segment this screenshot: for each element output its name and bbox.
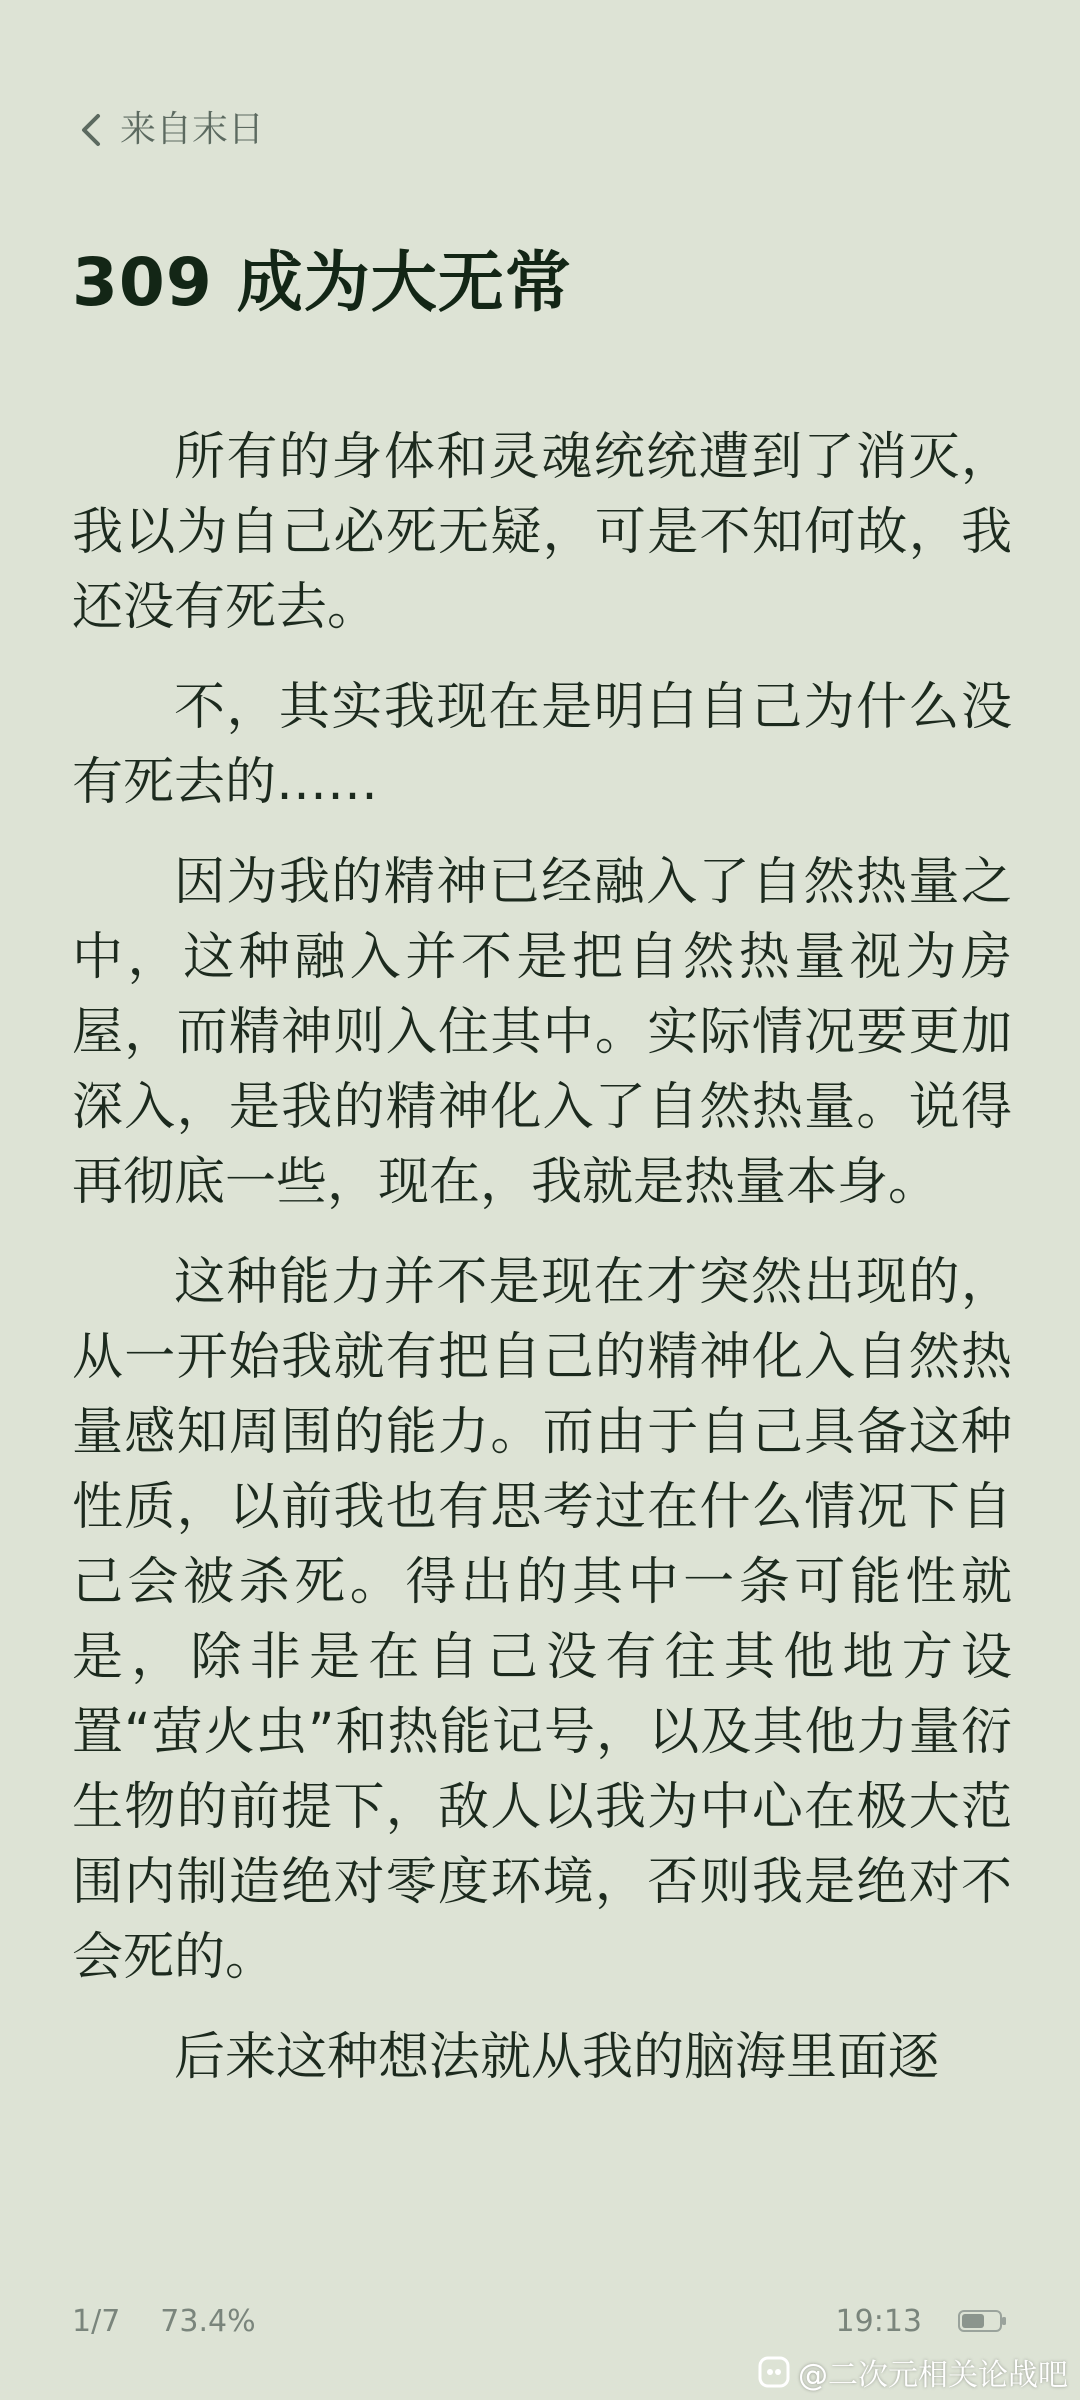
chapter-title: 309 成为大无常 (72, 244, 572, 321)
paragraph: 不，其实我现在是明白自己为什么没有死去的…… (72, 678, 1012, 812)
paragraph: 所有的身体和灵魂统统遭到了消灭，我以为自己必死无疑，可是不知何故，我还没有死去。 (72, 428, 1012, 637)
book-title: 来自末日 (120, 109, 265, 150)
reading-content[interactable] (72, 420, 1012, 2220)
paragraph: 这种能力并不是现在才突然出现的，从一开始我就有把自己的精神化入自然热量感知周围的能力。而由于自己具备这种性质，以前我也有思考过在什么情况下自己会被杀死。得出的其中一条可能性就是，除非是在自己没有往其他地方设置“萤火虫”和热能记号，以及其他力量衍生物的前提下，敌人以我为中心在极大范围内制造绝对零度环境，否则我是绝对不会死的。 (72, 1253, 1012, 1987)
paragraph: 后来这种想法就从我的脑海里面逐 (174, 2028, 940, 2087)
battery-icon (958, 2309, 1008, 2333)
watermark-text: @二次元相关论战吧 (798, 2358, 1068, 2393)
watermark (758, 2350, 1068, 2394)
chevron-left-icon[interactable] (74, 108, 108, 152)
reading-progress: 73.4% (160, 2303, 256, 2339)
back-navigation[interactable] (74, 100, 264, 160)
paragraph: 因为我的精神已经融入了自然热量之中，这种融入并不是把自然热量视为房屋，而精神则入住其中。实际情况要更加深入，是我的精神化入了自然热量。说得再彻底一些，现在，我就是热量本身。 (72, 853, 1012, 1212)
clock: 19:13 (835, 2303, 922, 2339)
reader-status-bar (72, 2296, 1008, 2346)
tieba-logo-icon (758, 2356, 790, 2388)
page-indicator: 1/7 (72, 2303, 121, 2339)
